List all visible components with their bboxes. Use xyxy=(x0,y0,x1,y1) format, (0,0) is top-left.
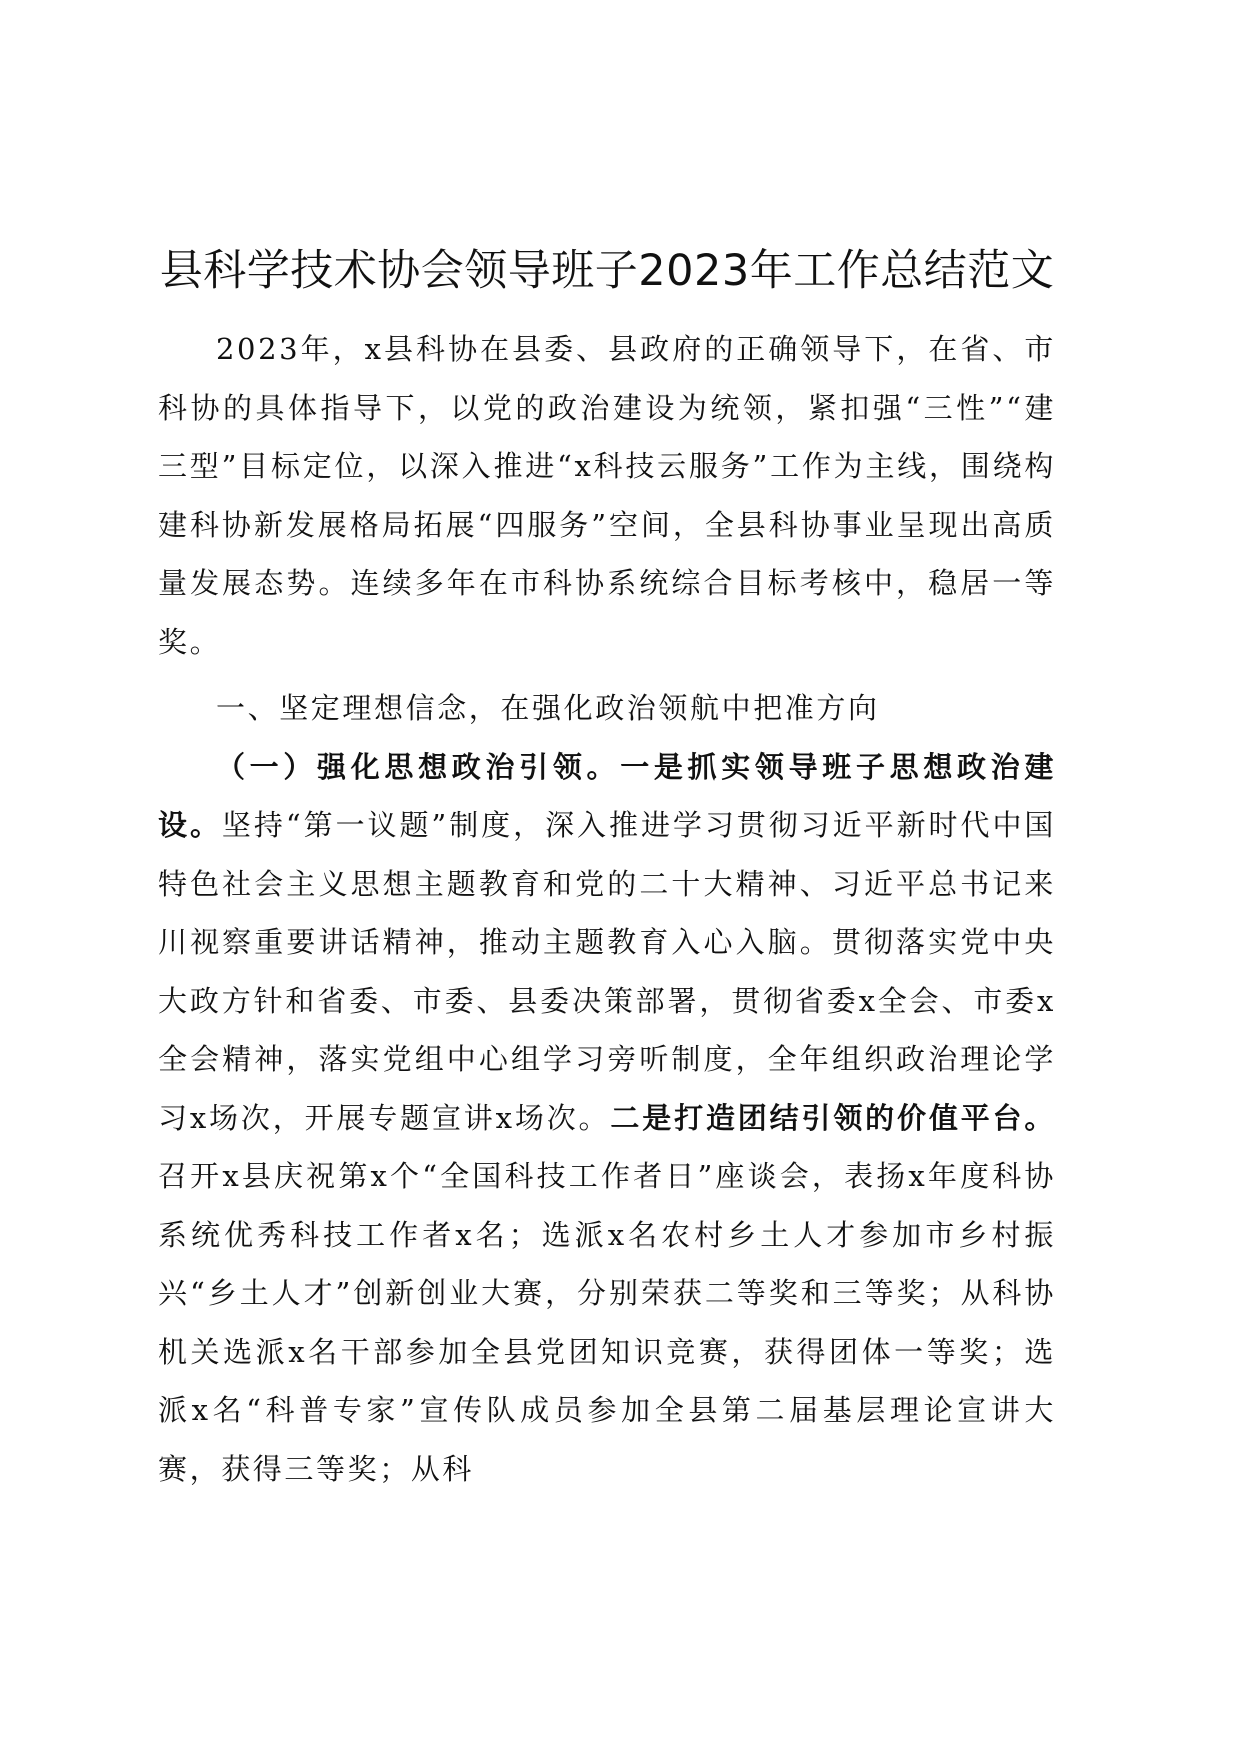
document-title: 县科学技术协会领导班子2023年工作总结范文 xyxy=(159,246,1055,296)
document-page xyxy=(158,240,1056,1498)
subsection-paragraph-1 xyxy=(158,738,1056,1499)
subsection-lead: （一）强化思想政治引领。一是抓实领导班子思想政治建设。 xyxy=(158,749,1056,842)
section-heading-1: 一、坚定理想信念，在强化政治领航中把准方向 xyxy=(216,691,880,725)
subsection-text-1: 坚持“第一议题”制度，深入推进学习贯彻习近平新时代中国特色社会主义思想主题教育和党的二十大精神、习近平总书记来川视察重要讲话精神，推动主题教育入心入脑。贯彻落实党中央大政方针和省委、市委、县委决策部署，贯彻省委x全会、市委x全会精神，落实党组中心组学习旁听制度，全年组织政治理论学习x场次，开展专题宣讲x场次。 xyxy=(158,808,1057,1135)
subsection-text-2: 召开x县庆祝第x个“全国科技工作者日”座谈会，表扬x年度科协系统优秀科技工作者x名；选派x名农村乡土人才参加市乡村振兴“乡土人才”创新创业大赛，分别荣获二等奖和三等奖；从科协机关选派x名干部参加全县党团知识竞赛，获得团体一等奖；选派x名“科普专家”宣传队成员参加全县第二届基层理论宣讲大赛，获得三等奖；从科 xyxy=(158,1159,1056,1486)
intro-paragraph: 2023年，x县科协在县委、县政府的正确领导下，在省、市科协的具体指导下，以党的政治建设为统领，紧扣强“三性”“建三型”目标定位，以深入推进“x科技云服务”工作为主线，围绕构建科协新发展格局拓展“四服务”空间，全县科协事业呈现出高质量发展态势。连续多年在市科协系统综合目标考核中，稳居一等奖。 xyxy=(158,332,1056,659)
subsection-lead-2: 二是打造团结引领的价值平台。 xyxy=(610,1100,1056,1135)
